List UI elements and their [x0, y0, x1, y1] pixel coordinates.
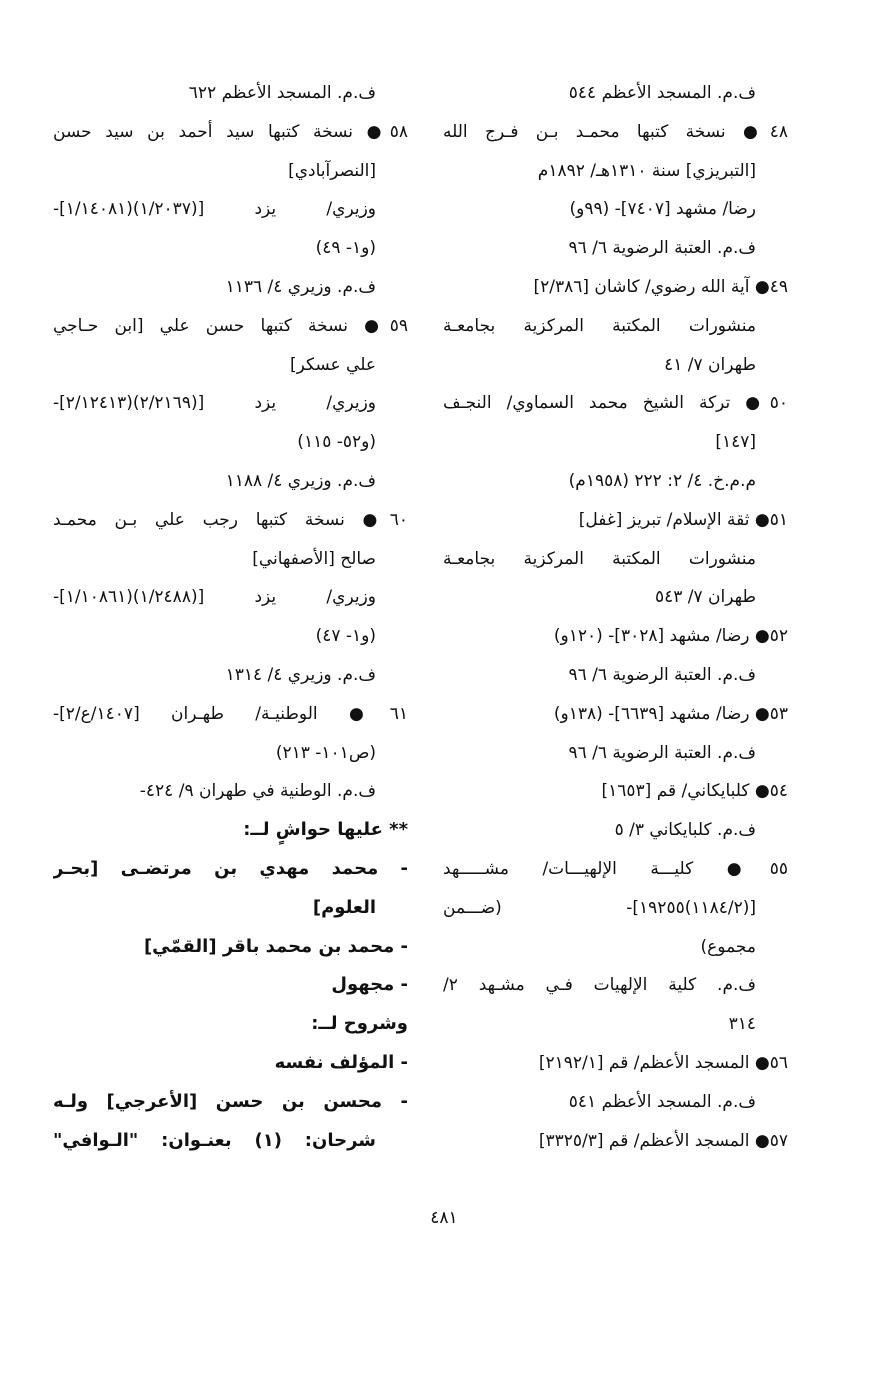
text-line: ف.م. وزيري ٤/ ١٣١٤: [225, 664, 376, 685]
text-line: ٥٨● نسخة كتبها سيد أحمد بن سيد حسن: [53, 121, 408, 142]
text-line: العلوم]: [312, 896, 376, 918]
text-line: رضا/ مشهد [٧٤٠٧]- (٩٩و): [569, 199, 756, 220]
text-line: (و٥٢- ١١٥): [297, 432, 376, 453]
text-line: ٤٩● آية الله رضوي/ كاشان [٢/٣٨٦]: [533, 276, 788, 297]
text-line: علي عسكر]: [289, 354, 376, 375]
text-line: ف.م. العتبة الرضوية ٦/ ٩٦: [568, 238, 756, 259]
page-number: ٤٨١: [430, 1208, 458, 1228]
left-column: [53, 74, 408, 1160]
text-line: ٥٢● رضا/ مشهد [٣٠٢٨]- (١٢٠و): [553, 626, 788, 647]
text-line: (ص١٠١- ٢١٣): [275, 742, 376, 763]
text-line: - المؤلف نفسه: [274, 1051, 408, 1073]
text-line: ٥١● ثقة الإسلام/ تبريز [غفل]: [578, 509, 788, 530]
text-line: ف.م. العتبة الرضوية ٦/ ٩٦: [568, 664, 756, 685]
text-line: صالح [الأصفهاني]: [252, 548, 376, 569]
text-line: ٥٣● رضا/ مشهد [٦٦٣٩]- (١٣٨و): [553, 703, 788, 724]
text-line: ف.م. كلبايكاني ٣/ ٥: [614, 820, 756, 841]
text-line: ٦٠● نسخة كتبها رجب علي بـن محمـد: [53, 509, 408, 530]
text-line: شرحان: (١) بعنـوان: "الـوافي": [53, 1129, 376, 1151]
text-line: - محسن بن حسن [الأعرجي] ولـه: [53, 1090, 408, 1112]
text-line: وزيري/ يزد [(١/٢٤٨٨)(١/١٠٨٦١]-: [53, 587, 376, 608]
text-line: - محمد بن محمد باقر [القمّي]: [143, 935, 408, 957]
text-line: ٤٨● نسخة كتبها محمـد بـن فـرج الله: [443, 121, 788, 142]
text-line: [١٤٧]: [715, 432, 756, 453]
text-line: ٥٤● كلبايكاني/ قم [١٦٥٣]: [601, 781, 788, 802]
text-line: - مجهول: [331, 974, 408, 996]
text-line: وزيري/ يزد [(٢/٢١٦٩)(٢/١٢٤١٣]-: [53, 393, 376, 414]
text-line: [التبريزي] سنة ١٣١٠هـ/ ١٨٩٢م: [537, 160, 756, 181]
text-line: ٣١٤: [728, 1014, 756, 1035]
text-line: ٥٩● نسخة كتبها حسن علي [ابن حـاجي: [53, 315, 408, 336]
text-line: ٥٠● تركة الشيخ محمد السماوي/ النجـف: [443, 393, 788, 414]
text-line: ٥٧● المسجد الأعظم/ قم [٣٣٢٥/٣]: [538, 1130, 788, 1151]
text-line: ** عليها حواشٍ لــ:: [243, 819, 408, 841]
text-line: (و١- ٤٧): [315, 626, 376, 647]
text-line: ٥٦● المسجد الأعظم/ قم [٢١٩٢/١]: [538, 1052, 788, 1073]
text-line: ف.م. المسجد الأعظم ٥٤١: [568, 1091, 756, 1112]
text-line: منشورات المكتبة المركزية بجامعـة: [443, 548, 756, 569]
text-line: طهران ٧/ ٥٤٣: [654, 587, 756, 608]
text-line: ف.م. وزيري ٤/ ١١٨٨: [225, 470, 376, 491]
text-line: ف.م. المسجد الأعظم ٦٢٢: [188, 83, 376, 103]
text-line: ف.م. الوطنية في طهران ٩/ ٤٢٤-: [139, 781, 376, 802]
text-line: طهران ٧/ ٤١: [664, 354, 756, 375]
right-column: [443, 74, 788, 1160]
text-line: (و١- ٤٩): [315, 238, 376, 259]
text-line: - محمد مهدي بن مرتضـى [بحـر: [53, 857, 408, 879]
text-line: ف.م. العتبة الرضوية ٦/ ٩٦: [568, 742, 756, 763]
text-line: [النصرآبادي]: [288, 160, 376, 181]
text-line: مجموع): [700, 936, 756, 957]
text-line: ف.م. كلية الإلهيات فـي مشـهد ٢/: [443, 975, 756, 996]
text-line: ف.م. وزيري ٤/ ١١٣٦: [225, 276, 376, 297]
text-line: ف.م. المسجد الأعظم ٥٤٤: [568, 83, 756, 103]
text-line: [(١١٨٤/٢)١٩٢٥٥]- (ضـــمن: [443, 897, 756, 918]
text-line: منشورات المكتبة المركزية بجامعـة: [443, 315, 756, 336]
text-line: ٥٥● كليـــة الإلهيـــات/ مشـــــهد: [443, 858, 788, 879]
text-line: وشروح لــ:: [311, 1013, 408, 1035]
text-line: م.م.خ. ٤/ ٢: ٢٢٢ (١٩٥٨م): [568, 470, 756, 491]
text-line: وزيري/ يزد [(١/٢٠٣٧)(١/١٤٠٨١]-: [53, 199, 376, 220]
text-line: ٦١● الوطنيـة/ طهـران [١٤٠٧/ع/٢]-: [53, 703, 408, 724]
